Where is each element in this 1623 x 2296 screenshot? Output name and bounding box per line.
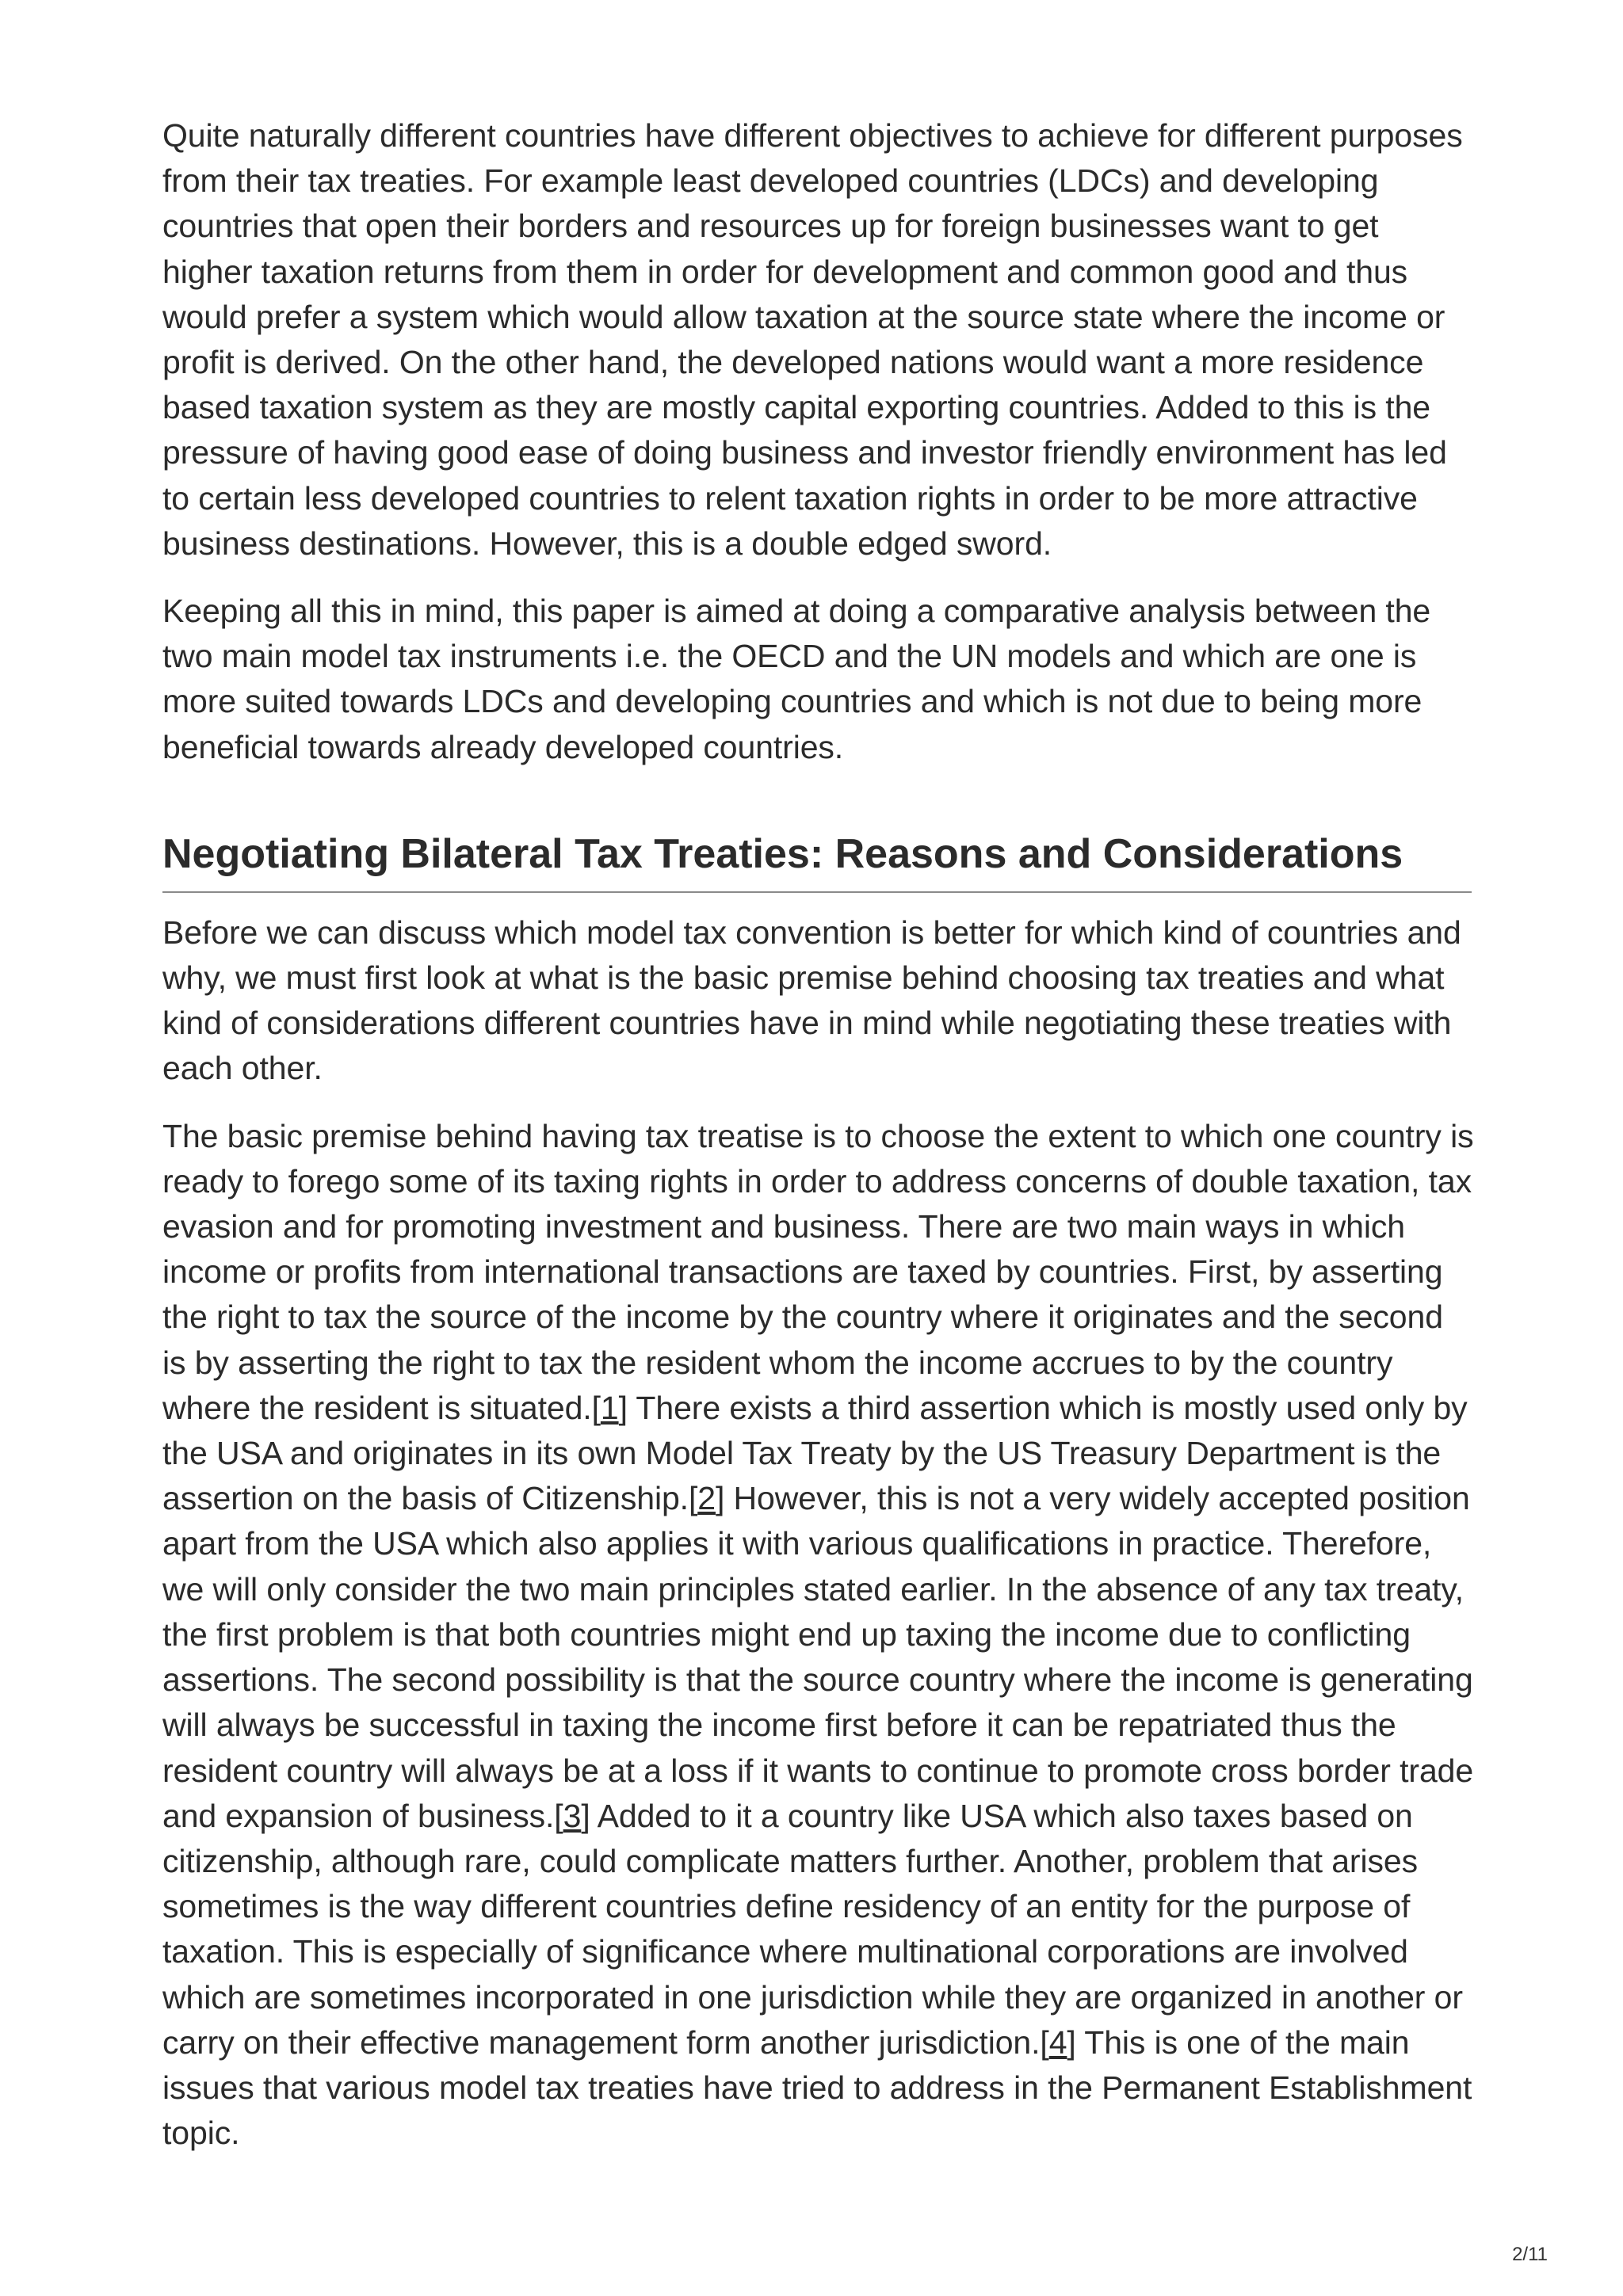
heading-divider — [162, 891, 1472, 893]
paragraph-premise-intro: Before we can discuss which model tax convention is better for which kind of countries and why, we must first look at what is the basic premise behind choosing tax treaties and what kind of considerations different countries have in mind while negotiating these treaties with each other. — [162, 913, 1461, 1087]
footnote-link-2[interactable]: 2 — [697, 1480, 716, 1517]
paragraph-taxation-principles — [162, 1114, 1474, 2157]
page-number: 2/11 — [1512, 2244, 1548, 2265]
text-segment: ] This is one of the main issues that various model tax treaties have tried to address in the Permanent Establishment topic. — [162, 2023, 1472, 2152]
paragraph-paper-aim: Keeping all this in mind, this paper is aimed at doing a comparative analysis between the two main model tax instruments i.e. the OECD and the UN models and which are one is more suited towards LDCs and developing countries and which is not due to being more beneficial towards already developed countries. — [162, 593, 1431, 765]
paragraph-objectives: Quite naturally different countries have different objectives to achieve for different purposes from their tax treaties. For example least developed countries (LDCs) and developing countries that open their borders and resources up for foreign businesses want to get higher taxation returns from them in order for development and common good and thus would prefer a system which would allow taxation at the source state where the income or profit is derived. On the other hand, the developed nations would want a more residence based taxation system as they are mostly capital exporting countries. Added to this is the pressure of having good ease of doing business and investor friendly environment has led to certain less developed countries to relent taxation rights in order to be more attractive business destinations. However, this is a double edged sword. — [162, 117, 1463, 562]
document-body — [162, 113, 1474, 2156]
section-heading: Negotiating Bilateral Tax Treaties: Reasons and Considerations — [162, 830, 1403, 877]
text-segment: The basic premise behind having tax treatise is to choose the extent to which one country is ready to forego some of its taxing rights in order to address concerns of double taxation, tax evasion and for promoting investment and business. There are two main ways in which income or profits from international transactions are taxed by countries. First, by asserting the right to tax the source of the income by the country where it originates and the second is by asserting the right to tax the resident whom the income accrues to by the country where the resident is situated.[ — [162, 1117, 1474, 1426]
footnote-link-3[interactable]: 3 — [563, 1797, 582, 1834]
text-segment: ] There exists a third assertion which is mostly used only by the USA and originates in its own Model Tax Treaty by the US Treasury Department is the assertion on the basis of Citizenship.[ — [162, 1389, 1468, 1517]
footnote-link-1[interactable]: 1 — [600, 1389, 619, 1426]
footnote-link-4[interactable]: 4 — [1048, 2023, 1067, 2061]
text-segment: ] Added to it a country like USA which also taxes based on citizenship, although rare, could complicate matters further. Another, problem that arises sometimes is the way different countries define residency of an entity for the purpose of taxation. This is especially of significance where multinational corporations are involved which are sometimes incorporated in one jurisdiction while they are organized in another or carry on their effective management form another jurisdiction.[ — [162, 1797, 1463, 2061]
text-segment: ] However, this is not a very widely accepted position apart from the USA which also applies it with various qualifications in practice. Therefore, we will only consider the two main principles stated earlier. In the absence of any tax treaty, the first problem is that both countries might end up taxing the income due to conflicting assertions. The second possibility is that the source country where the income is generating will always be successful in taxing the income first before it can be repatriated thus the resident country will always be at a loss if it wants to continue to promote cross border trade and expansion of business.[ — [162, 1480, 1474, 1834]
